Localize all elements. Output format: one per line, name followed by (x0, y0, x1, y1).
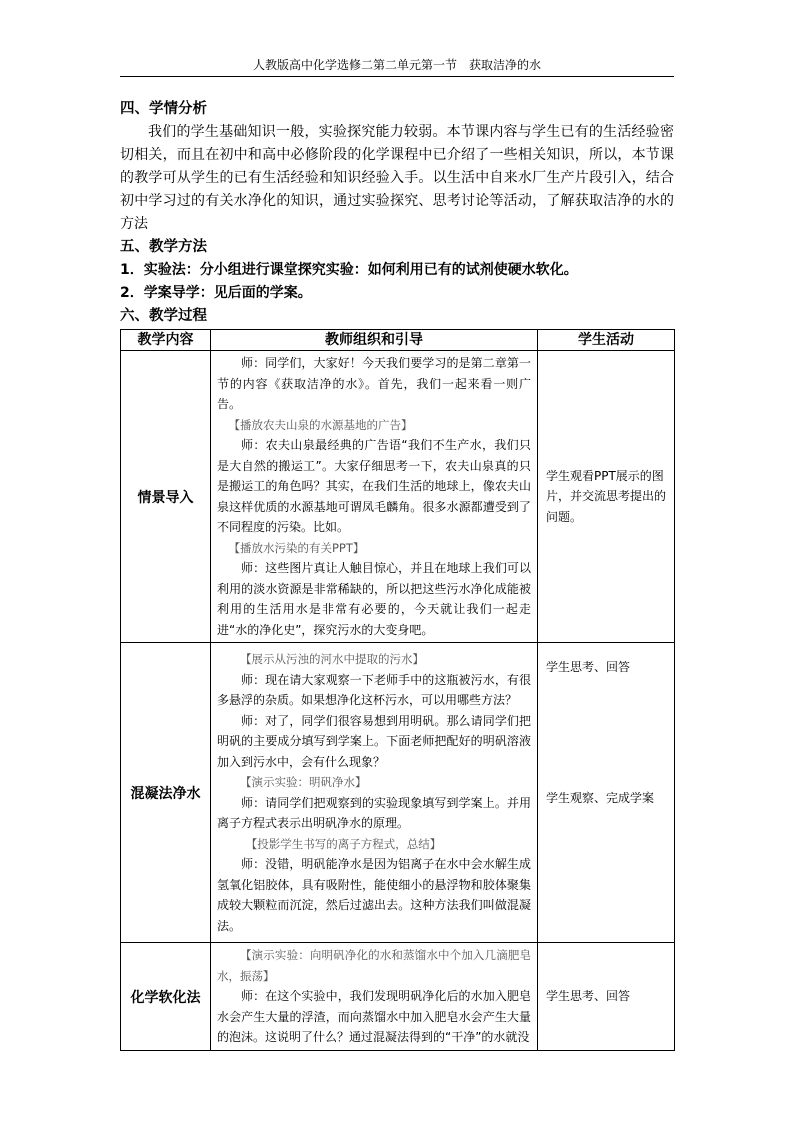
teacher-line: 师：农夫山泉最经典的广告语“我们不生产水，我们只是大自然的搬运工”。大家仔细思考一下，农夫山泉真的只是搬运工的角色吗？其实，在我们生活的地球上，像农夫山泉这样优质的水源基地可谓凤毛麟角。很多水源都遭受到了不同程度的污染。比如。 (217, 438, 531, 534)
teacher-line: 师：同学们，大家好！今天我们要学习的是第二章第一节的内容《获取洁净的水》。首先，我们一起来看一则广告。 (217, 356, 531, 411)
stage-direction: 【投影学生书写的离子方程式，总结】 (240, 836, 442, 851)
section-6-title: 六、教学过程 (120, 308, 207, 324)
student-activity-text: 学生思考、回答 (546, 989, 631, 1004)
stage-direction: 【展示从污浊的河水中提取的污水】 (240, 652, 424, 666)
stage-direction: 【播放水污染的有关PPT】 (228, 540, 365, 555)
teacher-line: 师：现在请大家观察一下老师手中的这瓶被污水，有很多悬浮的杂质。如果想净化这杯污水，可以用哪些方法？ (217, 672, 531, 707)
stage-direction: 【播放农夫山泉的水源基地的广告】 (228, 417, 413, 432)
row-student-activity (538, 943, 675, 1051)
page-header: 人教版高中化学选修二第二单元第一节 获取洁净的水 (252, 58, 541, 72)
section-5-title: 五、教学方法 (120, 239, 207, 255)
table-header-row (121, 330, 675, 351)
row-teacher-guidance (211, 943, 538, 1051)
table-row (121, 943, 675, 1051)
header-topic: 教学内容 (121, 330, 211, 351)
section-4-title: 四、学情分析 (120, 101, 207, 117)
document-body (120, 98, 674, 1051)
stage-direction: 【演示实验：明矾净水】 (240, 775, 367, 789)
teacher-line: 师：请同学们把观察到的实验现象填写到学案上。并用离子方程式表示出明矾净水的原理。 (217, 795, 531, 830)
teacher-line: 师：这些图片真让人触目惊心，并且在地球上我们可以利用的淡水资源是非常稀缺的，所以把这些污水净化成能被利用的生活用水是非常有必要的，今天就让我们一起走进“水的净化史”，探究污水的大变身吧。 (217, 561, 531, 637)
section-4-paragraph: 我们的学生基础知识一般，实验探究能力较弱。本节课内容与学生已有的生活经验密切相关，而且在初中和高中必修阶段的化学课程中已介绍了一些相关知识，所以，本节课的教学可从学生的已有生活经验和知识经验入手。以生活中自来水厂生产片段引入，结合初中学习过的有关水净化的知识，通过实验探究、思考讨论等活动，了解获取洁净的水的方法 (120, 124, 674, 232)
header-student: 学生活动 (538, 330, 675, 351)
header-teacher: 教师组织和引导 (211, 330, 538, 351)
row-topic: 化学软化法 (121, 943, 211, 1051)
lesson-table (120, 329, 675, 1051)
method-item-1: 1．实验法：分小组进行课堂探究实验：如何利用已有的试剂使硬水软化。 (120, 262, 578, 278)
row-student-activity (538, 643, 675, 943)
method-item-2: 2．学案导学：见后面的学案。 (120, 285, 312, 301)
row-teacher-guidance (211, 351, 538, 643)
table-row (121, 643, 675, 943)
student-activity-text: 学生思考、回答 (546, 660, 631, 674)
student-activity-text: 学生观察、完成学案 (546, 790, 655, 805)
teacher-line: 师：对了，同学们很容易想到用明矾。那么请同学们把明矾的主要成分填写到学案上。下面老师把配好的明矾溶液加入到污水中，会有什么现象？ (217, 713, 531, 769)
row-teacher-guidance (211, 643, 538, 943)
student-activity-text: 学生观看PPT展示的图片，并交流思考提出的问题。 (546, 468, 667, 524)
row-student-activity (538, 351, 675, 643)
table-row (121, 351, 675, 643)
stage-direction: 【演示实验：向明矾净化的水和蒸馏水中个加入几滴肥皂水，振荡】 (217, 948, 531, 983)
header-rule (120, 76, 674, 77)
teacher-line: 师：在这个实验中，我们发现明矾净化后的水加入肥皂水会产生大量的浮渣，而向蒸馏水中加入肥皂水会产生大量的泡沫。这说明了什么？通过混凝法得到的“干净”的水就没 (217, 989, 531, 1045)
row-topic: 情景导入 (121, 351, 211, 643)
teacher-line: 师：没错，明矾能净水是因为铝离子在水中会水解生成氢氧化铝胶体，具有吸附性，能使细小的悬浮物和胶体聚集成较大颗粒而沉淀，然后过滤出去。这种方法我们叫做混凝法。 (217, 857, 531, 933)
row-topic: 混凝法净水 (121, 643, 211, 943)
